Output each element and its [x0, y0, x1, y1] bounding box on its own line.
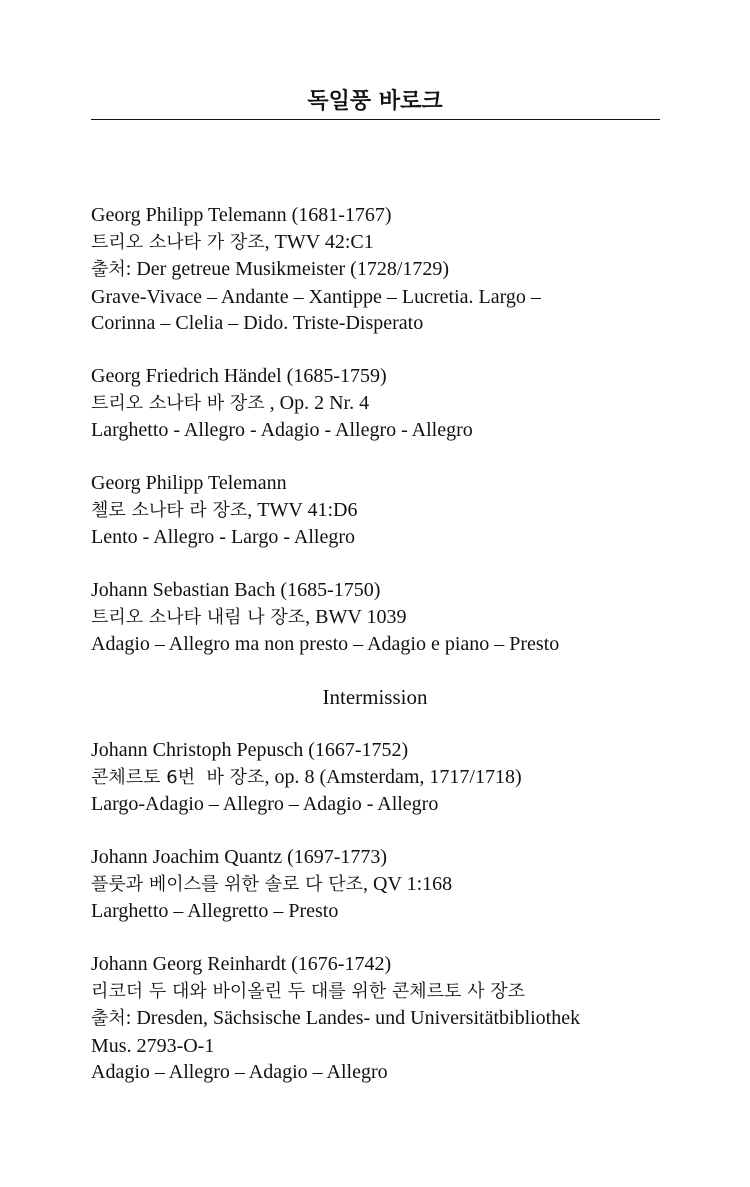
composer: Johann Christoph Pepusch (1667-1752) — [91, 739, 409, 761]
work-title — [91, 764, 691, 792]
program-piece — [91, 844, 691, 925]
program-piece — [91, 577, 691, 658]
composer: Johann Joachim Quantz (1697-1773) — [91, 846, 388, 868]
work-title-korean: 첼로 소나타 라 장조 — [91, 499, 248, 521]
movements: Larghetto - Allegro - Adagio - Allegro - Allegro — [91, 419, 473, 441]
work-catalog: , Op. 2 Nr. 4 — [264, 391, 370, 414]
program-piece — [91, 470, 691, 551]
movements: Larghetto – Allegretto – Presto — [91, 900, 339, 922]
work-title-korean: 플룻과 베이스를 위한 솔로 다 단조 — [91, 873, 364, 895]
work-title-korean: 트리오 소나타 바 장조 — [91, 392, 265, 414]
composer: Johann Sebastian Bach (1685-1750) — [91, 579, 381, 601]
movements: Lento - Allegro - Largo - Allegro — [91, 526, 356, 548]
source-text: : Der getreue Musikmeister (1728/1729) — [125, 258, 450, 280]
work-catalog: , TWV 41:D6 — [247, 498, 358, 521]
work-catalog: , op. 8 (Amsterdam, 1717/1718) — [264, 765, 522, 788]
movements: Adagio – Allegro ma non presto – Adagio e piano – Presto — [91, 633, 560, 655]
movements: Adagio – Allegro – Adagio – Allegro — [91, 1061, 388, 1083]
work-source — [91, 256, 691, 284]
work-title-korean: 콘체르토 6번 바 장조 — [91, 766, 265, 788]
source-shelfmark: Mus. 2793-O-1 — [91, 1034, 215, 1057]
program-title: 독일풍 바로크 — [307, 89, 443, 114]
movements: Corinna – Clelia – Dido. Triste-Disperato — [91, 312, 424, 334]
work-title — [91, 978, 691, 1006]
composer: Georg Philipp Telemann (1681-1767) — [91, 204, 392, 226]
title-divider — [91, 119, 660, 120]
program-list — [91, 202, 691, 1112]
work-title — [91, 229, 691, 257]
source-label: 출처 — [91, 1008, 126, 1029]
movements: Grave-Vivace – Andante – Xantippe – Lucretia. Largo – — [91, 285, 541, 308]
source-text: : Dresden, Sächsische Landes- und Universitätbibliothek — [125, 1007, 581, 1029]
composer: Georg Friedrich Händel (1685-1759) — [91, 365, 387, 387]
work-title — [91, 497, 691, 525]
composer: Johann Georg Reinhardt (1676-1742) — [91, 953, 392, 975]
work-title-korean: 리코더 두 대와 바이올린 두 대를 위한 콘체르토 사 장조 — [91, 980, 526, 1002]
work-title — [91, 604, 691, 632]
movements: Largo-Adagio – Allegro – Adagio - Allegro — [91, 793, 439, 815]
work-title-korean: 트리오 소나타 내림 나 장조 — [91, 606, 306, 628]
work-title-korean: 트리오 소나타 가 장조 — [91, 231, 265, 253]
program-piece — [91, 737, 691, 818]
work-title — [91, 871, 691, 899]
work-title — [91, 390, 691, 418]
source-label: 출처 — [91, 259, 126, 280]
work-catalog: , TWV 42:C1 — [264, 230, 374, 253]
program-piece — [91, 202, 691, 337]
work-source — [91, 1005, 691, 1033]
work-catalog: , QV 1:168 — [363, 872, 453, 895]
program-piece — [91, 951, 691, 1086]
work-catalog: , BWV 1039 — [305, 605, 407, 628]
composer: Georg Philipp Telemann — [91, 472, 287, 494]
program-piece — [91, 363, 691, 444]
intermission-heading: Intermission — [322, 685, 428, 709]
